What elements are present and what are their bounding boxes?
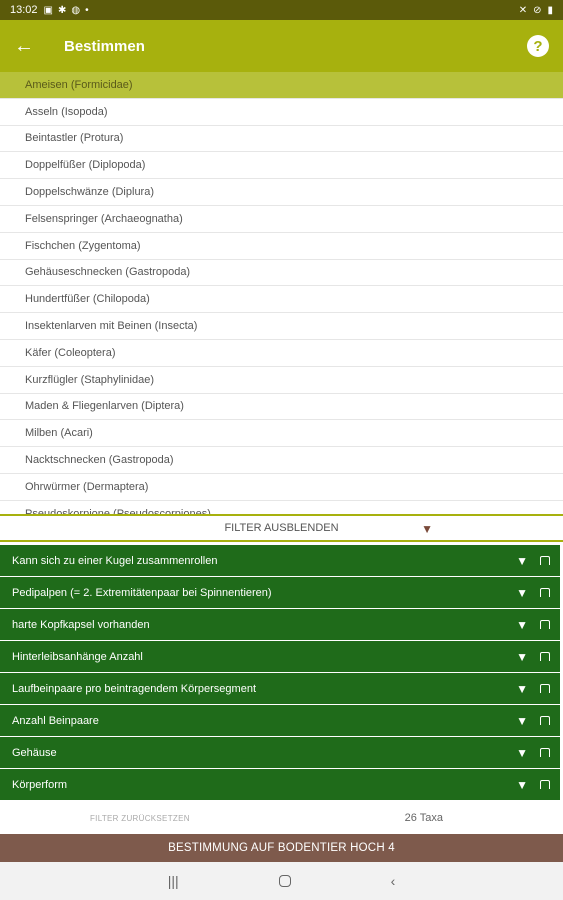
triangle-down-icon[interactable]: ▼ (516, 681, 528, 696)
filter-label: Laufbeinpaare pro beintragendem Körpersegment (12, 682, 256, 695)
triangle-down-icon[interactable]: ▼ (516, 745, 528, 760)
filter-row[interactable] (0, 737, 560, 769)
page-title: Bestimmen (64, 37, 145, 55)
list-item[interactable]: Hundertfüßer (Chilopoda) (0, 286, 563, 313)
filter-label: Körperform (12, 778, 68, 791)
gear-icon: ✱ (57, 4, 67, 16)
filter-footer (0, 806, 563, 830)
status-right-icons (519, 5, 553, 16)
list-item[interactable]: Fischchen (Zygentoma) (0, 233, 563, 260)
triangle-down-icon[interactable]: ▼ (516, 585, 528, 600)
identify-button-label: BESTIMMUNG AUF BODENTIER HOCH 4 (168, 842, 395, 854)
filter-toggle-button[interactable] (0, 514, 563, 542)
help-icon[interactable]: ? (527, 35, 549, 57)
filter-label: harte Kopfkapsel vorhanden (12, 618, 150, 631)
filter-row[interactable] (0, 673, 560, 705)
list-item[interactable]: Gehäuseschnecken (Gastropoda) (0, 260, 563, 287)
taxa-count: 26 Taxa (404, 812, 443, 824)
checkbox-icon[interactable] (540, 588, 550, 597)
checkbox-icon[interactable] (540, 716, 550, 725)
filter-label: Pedipalpen (= 2. Extremitätenpaar bei Spinnentieren) (12, 586, 272, 599)
list-item[interactable]: Felsenspringer (Archaeognatha) (0, 206, 563, 233)
filter-row[interactable] (0, 545, 560, 577)
filter-label: Hinterleibsanhänge Anzahl (12, 650, 143, 663)
filter-row[interactable] (0, 769, 560, 801)
checkbox-icon[interactable] (540, 780, 550, 789)
status-bar (0, 0, 563, 20)
list-item[interactable]: Maden & Fliegenlarven (Diptera) (0, 394, 563, 421)
filter-row[interactable] (0, 705, 560, 737)
list-item[interactable]: Doppelschwänze (Diplura) (0, 179, 563, 206)
list-item[interactable]: Milben (Acari) (0, 420, 563, 447)
filter-label: Kann sich zu einer Kugel zusammenrollen (12, 554, 218, 567)
list-item[interactable]: Ameisen (Formicidae) (0, 72, 563, 99)
reset-filter-button[interactable]: FILTER ZURÜCKSETZEN (90, 813, 190, 823)
triangle-down-icon[interactable]: ▼ (516, 777, 528, 792)
list-item[interactable]: Kurzflügler (Staphylinidae) (0, 367, 563, 394)
dot-icon: • (85, 4, 89, 16)
app-bar (0, 20, 563, 72)
back-arrow-icon[interactable]: ← (14, 34, 34, 57)
triangle-down-icon: ▼ (421, 522, 433, 536)
filter-row[interactable] (0, 577, 560, 609)
triangle-down-icon[interactable]: ▼ (516, 713, 528, 728)
checkbox-icon[interactable] (540, 748, 550, 757)
triangle-down-icon[interactable]: ▼ (516, 553, 528, 568)
image-icon: ▣ (43, 4, 53, 16)
camera-icon: ◍ (71, 4, 81, 16)
status-time: 13:02 (10, 4, 38, 16)
list-item[interactable]: Beintastler (Protura) (0, 126, 563, 153)
checkbox-icon[interactable] (540, 684, 550, 693)
home-icon[interactable] (279, 875, 291, 887)
no-signal-icon: ⊘ (533, 4, 542, 16)
list-item[interactable]: Nacktschnecken (Gastropoda) (0, 447, 563, 474)
triangle-down-icon[interactable]: ▼ (516, 649, 528, 664)
filter-list (0, 545, 560, 801)
filter-row[interactable] (0, 641, 560, 673)
checkbox-icon[interactable] (540, 556, 550, 565)
identify-button[interactable] (0, 834, 563, 862)
taxa-list[interactable] (0, 72, 563, 512)
back-icon[interactable]: ‹ (390, 873, 396, 889)
list-item[interactable]: Käfer (Coleoptera) (0, 340, 563, 367)
filter-toggle-label: FILTER AUSBLENDEN (224, 522, 339, 534)
mute-icon: ✕ (518, 4, 528, 16)
list-item[interactable]: Asseln (Isopoda) (0, 99, 563, 126)
list-item[interactable]: Doppelfüßer (Diplopoda) (0, 152, 563, 179)
list-item[interactable]: Ohrwürmer (Dermaptera) (0, 474, 563, 501)
filter-label: Gehäuse (12, 746, 57, 759)
android-nav-bar (0, 862, 563, 900)
checkbox-icon[interactable] (540, 620, 550, 629)
checkbox-icon[interactable] (540, 652, 550, 661)
filter-row[interactable] (0, 609, 560, 641)
triangle-down-icon[interactable]: ▼ (516, 617, 528, 632)
recent-apps-icon[interactable]: ||| (167, 873, 179, 889)
battery-icon: ▮ (547, 4, 553, 16)
list-item[interactable]: Insektenlarven mit Beinen (Insecta) (0, 313, 563, 340)
filter-label: Anzahl Beinpaare (12, 714, 99, 727)
